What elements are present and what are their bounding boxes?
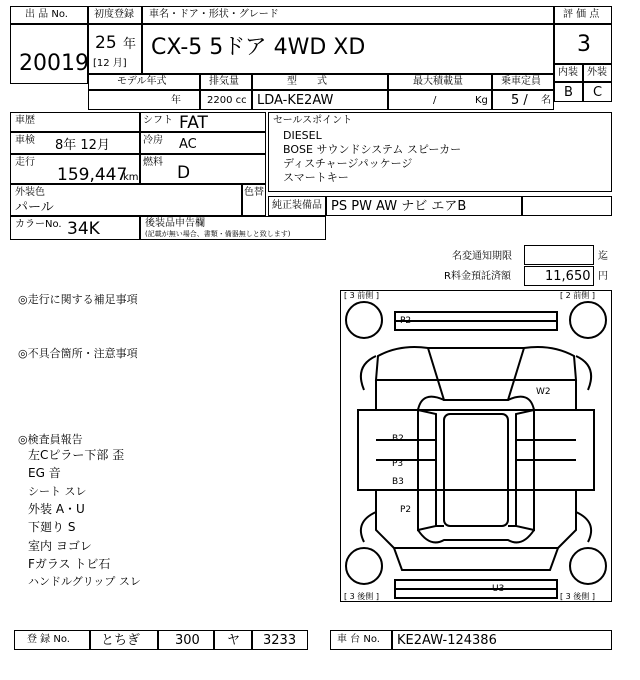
reg-number: 3233 (263, 633, 297, 648)
model-year-unit: 年 (171, 95, 181, 106)
displacement-label: 排気量 (209, 76, 239, 87)
inspector-item: シート スレ (28, 485, 87, 498)
first-reg-label-box (88, 6, 142, 24)
reg-kana: ヤ (227, 633, 241, 648)
recolor-label: 色替 (244, 187, 264, 198)
sales-points-box (268, 112, 612, 192)
wheel-front-right (570, 302, 606, 338)
mileage-label: 走行 (15, 157, 35, 168)
sales-point-item: ディスチャージパッケージ (283, 157, 413, 170)
inspector-item: ハンドルグリップ スレ (28, 575, 141, 588)
mileage-unit: km (123, 172, 139, 183)
wheel-rear-left (346, 548, 382, 584)
first-reg-label: 初度登録 (94, 9, 134, 20)
driving-notes-label: ◎走行に関する補足事項 (18, 293, 138, 306)
eval-label-box (554, 6, 612, 24)
capacity: 5 / (511, 93, 528, 108)
first-reg-value-box (88, 24, 142, 74)
car-name-label-box (142, 6, 554, 24)
eval-score: 3 (577, 32, 591, 57)
cabin-right (516, 410, 534, 530)
history-label: 車歴 (15, 115, 35, 126)
interior-label: 内装 (558, 67, 578, 78)
history-box (10, 112, 140, 132)
interior-grade: B (564, 85, 573, 100)
eval-label: 評 価 点 (563, 9, 600, 20)
color-value: パール (15, 200, 54, 215)
recycle-unit: 円 (598, 271, 608, 282)
model-label-box (252, 74, 388, 90)
cabin-left (418, 410, 436, 530)
equipment-value: PS PW AW ナビ エアB (331, 199, 467, 214)
inspector-item: Fガラス トビ石 (28, 557, 111, 571)
reg-class-box (158, 630, 214, 650)
displacement-label-box (200, 74, 252, 90)
inspector-label: ◎検査員報告 (18, 433, 83, 446)
car-name-label: 車名・ドア・形状・グレード (149, 9, 279, 20)
exterior-label-box (583, 64, 612, 82)
inspector-item: 下廻り S (28, 520, 76, 534)
recycle-box (524, 266, 594, 286)
rear-window (418, 530, 534, 542)
load-unit: Kg (475, 95, 488, 106)
windshield (418, 397, 534, 410)
color-no-label: カラーNo. (15, 219, 62, 230)
displacement: 2200 cc (207, 95, 247, 106)
capacity-label: 乗車定員 (501, 76, 541, 87)
exterior-grade: C (593, 85, 603, 100)
capacity-unit: 名 (541, 95, 551, 106)
arch-rear-left (361, 512, 376, 542)
retrofit-box (140, 216, 326, 240)
ac-label: 冷房 (143, 135, 163, 146)
color-label: 外装色 (15, 187, 45, 198)
damage-mark: P3 (392, 459, 404, 469)
car-name: CX-5 5ドア 4WD XD (151, 35, 366, 60)
color-box (10, 184, 242, 216)
displacement-box (200, 90, 252, 110)
damage-mark: W2 (536, 387, 551, 397)
fuel-box (140, 154, 266, 184)
diagram-corner-label: [ 3 後側 ] (344, 592, 379, 601)
chassis-number: KE2AW-124386 (397, 633, 497, 648)
arch-rear-right (576, 512, 591, 542)
sales-points-label: セールスポイント (273, 115, 353, 126)
reg-label-box (14, 630, 90, 650)
sales-point-item: BOSE サウンドシステム スピーカー (283, 143, 462, 156)
name-change-box (524, 245, 594, 265)
shift-box (140, 112, 266, 132)
damage-mark: P2 (400, 505, 412, 515)
capacity-box (492, 90, 554, 110)
retrofit-label: 後装品申告欄 (145, 218, 205, 229)
model-year-box (88, 90, 200, 110)
inspection-label: 車検 (15, 135, 35, 146)
diagram-corner-label: [ 2 前側 ] (560, 291, 595, 300)
lot-label: 出 品 No. (25, 9, 68, 20)
lot-label-box (10, 6, 88, 24)
defects-label: ◎不具合箇所・注意事項 (18, 347, 138, 360)
ac-value: AC (179, 137, 197, 152)
color-no-value: 34K (67, 219, 100, 239)
reg-label: 登 録 No. (27, 634, 70, 645)
car-name-box (142, 24, 554, 74)
equipment-value-box (326, 196, 522, 216)
reg-number-box (252, 630, 308, 650)
diagram-corner-label: [ 3 後側 ] (560, 592, 595, 601)
roof (444, 414, 508, 526)
model-code: LDA-KE2AW (257, 93, 334, 108)
recycle-value: 11,650 (545, 269, 591, 284)
model-year-label: モデル年式 (117, 76, 167, 87)
load-label-box (388, 74, 492, 90)
arch-front-left (361, 356, 376, 390)
first-reg-year-unit: 年 (123, 37, 137, 52)
ac-box (140, 132, 266, 154)
reg-area-box (90, 630, 158, 650)
inspection-box (10, 132, 140, 154)
model-label: 型 式 (287, 76, 327, 87)
car-diagram (340, 290, 612, 602)
equipment-label-box (268, 196, 326, 216)
name-change-unit: 迄 (598, 251, 608, 262)
hood (376, 347, 576, 380)
model-year-label-box (88, 74, 200, 90)
wheel-front-left (346, 302, 382, 338)
sales-point-item: スマートキー (283, 171, 349, 184)
fuel-label: 燃料 (143, 157, 163, 168)
fuel-value: D (177, 163, 191, 183)
exterior-grade-box (583, 82, 612, 102)
diagram-corner-label: [ 3 前側 ] (344, 291, 379, 300)
first-reg-month: [12 月] (93, 58, 127, 69)
capacity-label-box (492, 74, 554, 90)
chassis-number-box (392, 630, 612, 650)
trunk (394, 548, 558, 570)
lot-number: 20019 (19, 51, 89, 76)
equipment-extra-box (522, 196, 612, 216)
recolor-box (242, 184, 266, 216)
inspection-value: 8年 12月 (55, 138, 110, 153)
retrofit-note: (記載が無い場合、書類・備器無しと致します) (145, 230, 291, 238)
lot-number-box (10, 24, 88, 84)
color-no-box (10, 216, 140, 240)
wheel-rear-right (570, 548, 606, 584)
load-label: 最大積載量 (413, 76, 463, 87)
recycle-label: R料金預託済額 (444, 271, 511, 282)
damage-mark: U3 (492, 584, 505, 594)
reg-kana-box (214, 630, 252, 650)
chassis-label: 車 台 No. (337, 634, 380, 645)
first-reg-year: 25 (95, 33, 117, 53)
damage-mark: P2 (400, 316, 412, 326)
inspector-item: 左Cピラー下部 歪 (28, 448, 125, 462)
shift-value: FAT (179, 113, 208, 133)
mileage-value: 159,447 (57, 165, 128, 185)
reg-class: 300 (175, 633, 200, 648)
inspector-item: 室内 ヨゴレ (28, 539, 92, 553)
eval-score-box (554, 24, 612, 64)
arch-front-right (576, 356, 591, 390)
damage-mark: B3 (392, 477, 404, 487)
inspector-item: 外装 A・U (28, 502, 85, 516)
reg-area: とちぎ (101, 633, 141, 648)
mileage-box (10, 154, 140, 184)
exterior-label: 外装 (587, 67, 607, 78)
shift-label: シフト (143, 115, 173, 126)
name-change-label: 名変通知期限 (452, 251, 512, 262)
equipment-label: 純正装備品 (272, 200, 322, 211)
model-code-box (252, 90, 388, 110)
sales-point-item: DIESEL (283, 129, 322, 142)
interior-grade-box (554, 82, 583, 102)
interior-label-box (554, 64, 583, 82)
inspector-item: EG 音 (28, 466, 61, 480)
damage-mark: B2 (392, 434, 404, 444)
chassis-label-box (330, 630, 392, 650)
load-box (388, 90, 492, 110)
load-value: / (433, 95, 437, 106)
